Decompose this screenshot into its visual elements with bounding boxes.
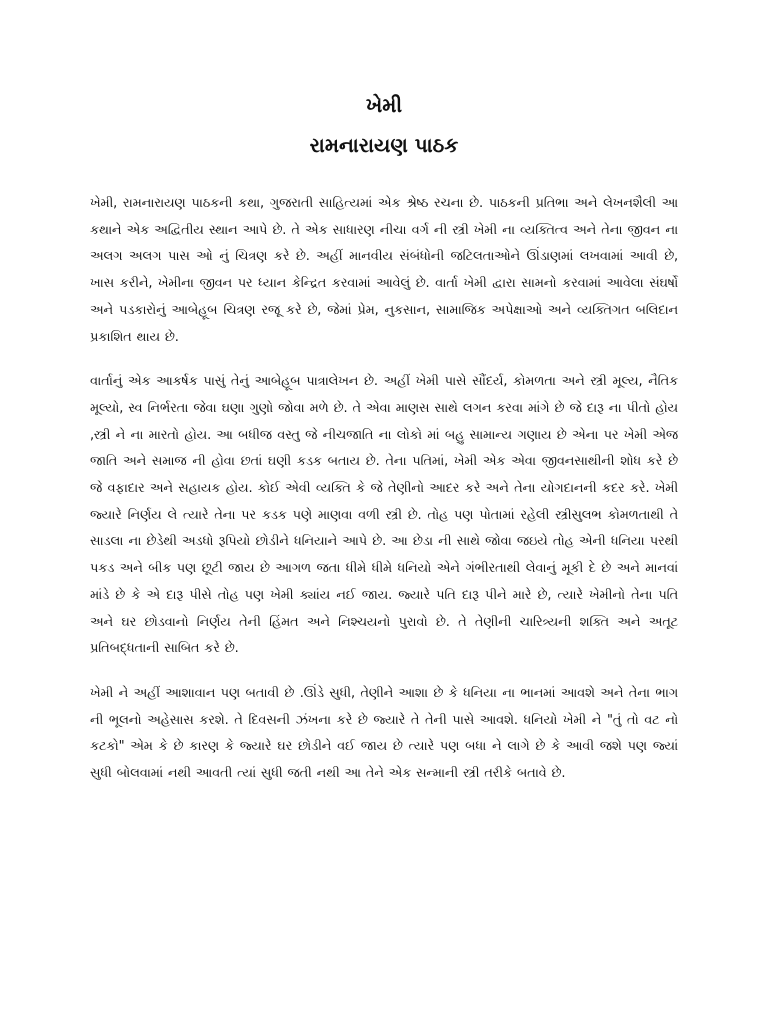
paragraph-characterization: વાર્તાનું એક આકર્ષક પાસું તેનું આબેહૂબ પાત્રાલેખન છે. અહીં ખેમી પાસે સૌંદર્ય, કોમળતા અને સ્ત્રી મૂલ્ય, નૈતિક મૂલ્યો, સ્વ નિર્ભરતા જેવા ઘણા ગુણો જોવા મળે છે. તે એવા માણસ સાથે લગન કરવા માંગે છે જે દારૂ ના પીતો હોય ,સ્ત્રી ને ના મારતો હોય. આ બધીજ વસ્તુ જે નીચજાતિ ના લોકો માં બહુ સામાન્ય ગણાય છે એના પર ખેમી એજ જાતિ અને સમાજ ની હોવા છતાં ઘણી કડક બતાય છે. તેના પતિમાં, ખેમી એક એવા જીવનસાથીની શોધ કરે છે જે વફાદાર અને સહાયક હોય. કોઈ એવી વ્યક્તિ કે જે તેણીનો આદર કરે અને તેના યોગદાનની કદર કરે. ખેમી જ્યારે નિર્ણય લે ત્યારે તેના પર કડક પણે માણવા વળી સ્ત્રી છે. તોહ પણ પોતામાં રહેલી સ્ત્રીસુલભ કોમળતાથી તે સાડલા ના છેડેથી અડધો રૂપિયો છોડીને ધનિયાને આપે છે. આ છેડા ની સાથે જોવા જઇયે તોહ એની ધનિયા પરથી પકડ અને બીક પણ છૂટી જાય છે આગળ જતા ધીમે ધીમે ધનિયો એને ગંભીરતાથી લેવાનું મૂકી દે છે અને માનવાં માંડે છે કે એ દારૂ પીસે તોહ પણ ખેમી ક્યાંય નઈ જાય. જ્યારે પતિ દારૂ પીને મારે છે, ત્યારે ખેમીનો તેના પતિ અને ઘર છોડવાનો નિર્ણય તેની હિંમત અને નિશ્ચયનો પુરાવો છે. તે તેણીની ચારિત્ર્યની શક્તિ અને અતૂટ પ્રતિબદ્ધતાની સાબિત કરે છે. [90,374,678,657]
document-title: ખેમી [365,93,403,117]
document-body [90,191,678,788]
paragraph-hope: ખેમી ને અહીં આશાવાન પણ બતાવી છે .ઊંડે સુધી, તેણીને આશા છે કે ધનિયા ના ભાનમાં આવશે અને તેના ભાગ ની ભૂલનો અહેસાસ કરશે. તે દિવસની ઝંખના કરે છે જ્યારે તે તેની પાસે આવશે. ધનિયો ખેમી ને "તું તો વટ નો કટકો" એમ કે છે કારણ કે જ્યારે ઘર છોડીને વઈ જાય છે ત્યારે પણ બધા ને લાગે છે કે આવી જશે પણ જ્યાં સુધી બોલવામાં નથી આવતી ત્યાં સુધી જતી નથી આ તેને એક સન્માની સ્ત્રી તરીકે બતાવે છે. [90,685,678,782]
document-author: રામનારાયણ પાઠક [309,133,459,157]
paragraph-intro: ખેમી, રામનારાયણ પાઠકની કથા, ગુજરાતી સાહિત્યમાં એક શ્રેષ્ઠ રચના છે. પાઠકની પ્રતિભા અને લેખનશૈલી આ કથાને એક અદ્વિતીય સ્થાન આપે છે. તે એક સાધારણ નીચા વર્ગ ની સ્ત્રી ખેમી ના વ્યક્તિત્વ અને તેના જીવન ના અલગ અલગ પાસ ઓ નું ચિત્રણ કરે છે. અહીં માનવીય સંબંધોની જટિલતાઓને ઊંડાણમાં લખવામાં આવી છે, ખાસ કરીને, ખેમીના જીવન પર ધ્યાન કેન્દ્રિત કરવામાં આવેલું છે. વાર્તા ખેમી દ્વારા સામનો કરવામાં આવેલા સંઘર્ષો અને પડકારોનું આબેહૂબ ચિત્રણ રજૂ કરે છે, જેમાં પ્રેમ, નુકસાન, સામાજિક અપેક્ષાઓ અને વ્યક્તિગત બલિદાન પ્રકાશિત થાય છે. [90,196,678,345]
